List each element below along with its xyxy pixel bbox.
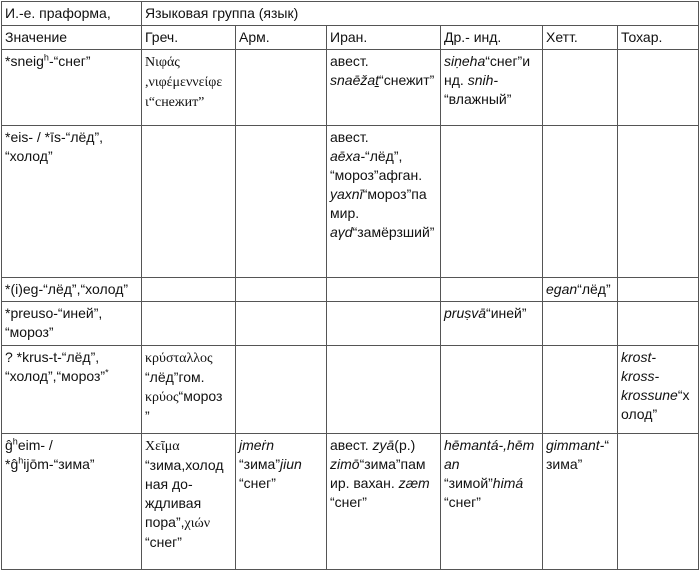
cell-text: пора”, (145, 514, 185, 530)
greek-cell (142, 346, 236, 434)
table-row (2, 50, 699, 126)
cell-text: “зимой” (444, 475, 493, 491)
cell-text: “снежит” (379, 72, 435, 88)
column-label: Хетт. (546, 29, 578, 45)
iranian-cell (327, 434, 441, 570)
proto-text: *preuso-“иней”, (5, 305, 103, 321)
cell-word: hēmantá-, (444, 437, 508, 453)
cell-word: yaxnī (330, 186, 363, 202)
tocharian-cell (618, 126, 699, 278)
proto-sup: * (105, 367, 109, 378)
column-label: Греч. (145, 29, 179, 45)
proto-text: *ĝ (5, 456, 19, 472)
etymology-table (1, 1, 699, 570)
cell-text: ир. вахан. (330, 475, 399, 491)
greek-cell (142, 50, 236, 126)
header-col-tocharian (618, 26, 699, 50)
hittite-cell (543, 346, 618, 434)
cell-text: “снег” (444, 494, 481, 510)
indic-cell (441, 302, 543, 346)
proto-cell (2, 126, 142, 278)
cell-text: “снег” (145, 534, 182, 550)
cell-text: “замёрзший” (352, 224, 435, 240)
cell-text: ная до- (145, 476, 193, 492)
cell-word: zæm (398, 475, 430, 491)
cell-word: himá (492, 475, 524, 491)
proto-text: *sneig (5, 53, 44, 69)
cell-text: “снег”и (485, 53, 531, 69)
indic-cell (441, 278, 543, 302)
greek-cell (142, 126, 236, 278)
header-meaning-cell (2, 26, 142, 50)
proto-cell (2, 278, 142, 302)
cell-word: krost- (621, 349, 656, 365)
header-col-greek (142, 26, 236, 50)
armenian-cell (236, 126, 327, 278)
indic-cell (441, 346, 543, 434)
header-proto-cell (2, 2, 142, 26)
greek-word: ι“снежит” (145, 95, 205, 110)
column-label: Др.- инд. (444, 29, 502, 45)
header-col-indic (441, 26, 543, 50)
header-proto-label: И.-е. праформа, (5, 5, 111, 21)
cell-text: зима” (546, 456, 583, 472)
greek-word: χιών (184, 516, 211, 531)
greek-cell (142, 302, 236, 346)
header-col-hittite (543, 26, 618, 50)
tocharian-cell (618, 302, 699, 346)
iranian-cell (327, 278, 441, 302)
tocharian-cell (618, 346, 699, 434)
proto-text: ijōm-“зима” (23, 456, 95, 472)
cell-text: “зима” (239, 456, 280, 472)
column-label: Иран. (330, 29, 368, 45)
proto-text: *(i)eg-“лёд”,“холод” (5, 281, 129, 297)
cell-word: aγd (330, 224, 353, 240)
proto-cell (2, 302, 142, 346)
header-row-2 (2, 26, 699, 50)
cell-word: egan (546, 281, 578, 297)
cell-text: “лёд” (577, 281, 611, 297)
proto-cell (2, 346, 142, 434)
iranian-cell (327, 346, 441, 434)
greek-word: Νιφάς (145, 55, 180, 70)
cell-text: “снег” (239, 475, 276, 491)
header-group-label: Языковая группа (язык) (145, 5, 299, 21)
cell-word: zimō (330, 456, 360, 472)
proto-cell (2, 50, 142, 126)
armenian-cell (236, 434, 327, 570)
cell-word: hēm (507, 437, 535, 453)
cell-text: (р.) (394, 437, 416, 453)
proto-sup: h (12, 436, 18, 447)
proto-text: ? *krus-t-“лёд”, (5, 349, 100, 365)
indic-cell (441, 434, 543, 570)
armenian-cell (236, 278, 327, 302)
cell-text: “влажный” (444, 91, 512, 107)
proto-text: -“снег” (48, 53, 91, 69)
cell-text: “лёд”, (365, 148, 403, 164)
cell-word: siṇeha (444, 53, 486, 69)
greek-word: κρύος (145, 390, 179, 405)
greek-word: ,νιφέμεννείφε (145, 75, 223, 90)
proto-cell (2, 434, 142, 570)
armenian-cell (236, 346, 327, 434)
hittite-cell (543, 50, 618, 126)
cell-text: “мороз (178, 388, 223, 404)
cell-text: “мороз”афган. (330, 167, 423, 183)
cell-text: нд. (444, 72, 468, 88)
cell-word: snaēžaṯ (330, 72, 380, 88)
proto-text: ĝ (5, 437, 13, 453)
cell-text: олод” (621, 406, 658, 422)
cell-text: “снег” (330, 494, 367, 510)
proto-text: “мороз” (5, 324, 54, 340)
greek-word: κρύσταλλος (145, 351, 213, 366)
iranian-cell (327, 126, 441, 278)
cell-text: авест. (330, 437, 373, 453)
cell-text: “ (604, 437, 610, 453)
cell-text: “лёд”гом. (145, 369, 205, 385)
cell-word: jmeṙn (239, 437, 275, 453)
header-group-cell (142, 2, 699, 26)
hittite-cell (543, 302, 618, 346)
table-row (2, 278, 699, 302)
header-meaning-label: Значение (5, 29, 68, 45)
cell-word: aēxa- (330, 148, 366, 164)
header-row-1 (2, 2, 699, 26)
cell-text: “зима,холод (145, 457, 224, 473)
cell-word: gimmant- (546, 437, 605, 453)
cell-text: ” (145, 408, 150, 424)
cell-word: jiun (279, 456, 302, 472)
cell-text: мир. (330, 205, 360, 221)
cell-word: snih- (467, 72, 499, 88)
column-label: Арм. (239, 29, 270, 45)
tocharian-cell (618, 278, 699, 302)
hittite-cell (543, 278, 618, 302)
cell-text: “мороз”па (362, 186, 427, 202)
header-col-armenian (236, 26, 327, 50)
hittite-cell (543, 434, 618, 570)
armenian-cell (236, 302, 327, 346)
proto-text: “холод” (5, 148, 53, 164)
proto-text: eim- / (17, 437, 53, 453)
tocharian-cell (618, 434, 699, 570)
column-label: Тохар. (621, 29, 663, 45)
table-row (2, 346, 699, 434)
header-col-iranian (327, 26, 441, 50)
table-row (2, 302, 699, 346)
cell-word: krossune (621, 387, 678, 403)
indic-cell (441, 126, 543, 278)
greek-cell (142, 278, 236, 302)
cell-text: “иней” (486, 305, 527, 321)
tocharian-cell (618, 50, 699, 126)
proto-sup: h (18, 455, 24, 466)
proto-text: “холод”,“мороз” (5, 368, 106, 384)
iranian-cell (327, 302, 441, 346)
greek-cell (142, 434, 236, 570)
greek-word: Χεῖμα (145, 439, 180, 454)
cell-text: “зима”пам (359, 456, 426, 472)
cell-word: an (444, 456, 460, 472)
cell-text: ждливая (145, 495, 202, 511)
cell-text: авест. (330, 129, 369, 145)
cell-word: zyā (372, 437, 395, 453)
cell-word: pruṣvā (444, 305, 487, 321)
hittite-cell (543, 126, 618, 278)
armenian-cell (236, 50, 327, 126)
table-row (2, 434, 699, 570)
cell-text: “х (677, 387, 690, 403)
cell-word: kross- (621, 368, 660, 384)
cell-text: авест. (330, 53, 369, 69)
iranian-cell (327, 50, 441, 126)
proto-text: *eis- / *īs-“лёд”, (5, 129, 104, 145)
table-row (2, 126, 699, 278)
indic-cell (441, 50, 543, 126)
proto-sup: h (43, 52, 49, 63)
